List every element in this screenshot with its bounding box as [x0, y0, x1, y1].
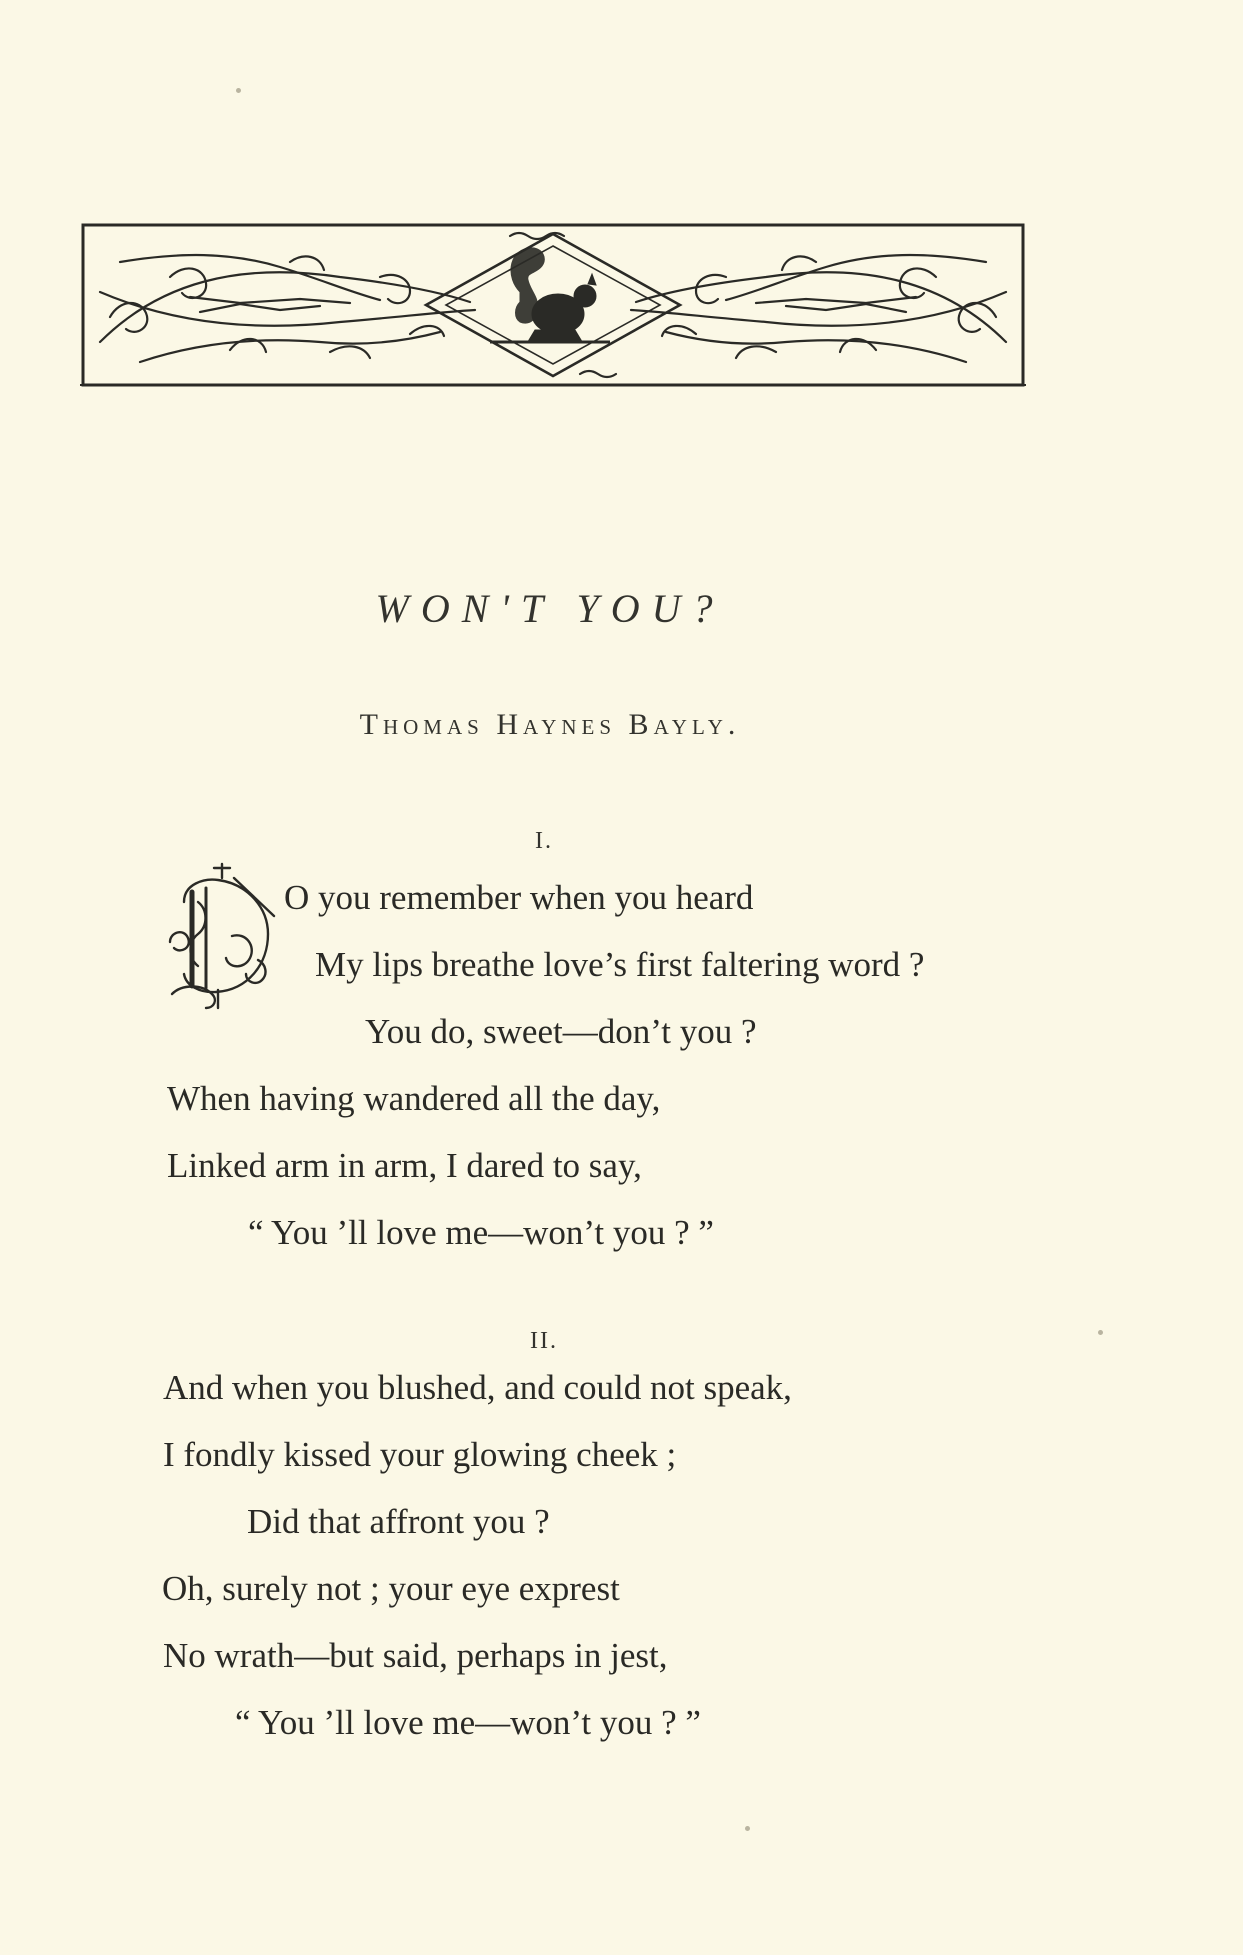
- stanza-2-line-5: No wrath—but said, perhaps in jest,: [163, 1636, 668, 1675]
- stanza-2-line-1: And when you blushed, and could not speak,: [163, 1368, 792, 1407]
- paper-speck: [236, 88, 241, 93]
- stanza-1-line-2: My lips breathe love’s first faltering word ?: [315, 945, 925, 984]
- poem-author: Thomas Haynes Bayly.: [359, 708, 741, 741]
- stanza-number-1: I.: [535, 828, 553, 854]
- stanza-1-line-3: You do, sweet—don’t you ?: [365, 1012, 757, 1051]
- stanza-1-line-5: Linked arm in arm, I dared to say,: [167, 1146, 642, 1185]
- stanza-2-line-4: Oh, surely not ; your eye exprest: [162, 1569, 620, 1608]
- stanza-1-line-6: “ You ’ll love me—won’t you ? ”: [248, 1213, 714, 1252]
- squirrel-icon: [490, 248, 610, 342]
- dropcap-d-ornament: [162, 862, 282, 1014]
- decorative-header-banner: [80, 222, 1026, 388]
- stanza-2-line-2: I fondly kissed your glowing cheek ;: [163, 1435, 677, 1474]
- stanza-1-line-1: O you remember when you heard: [284, 878, 754, 917]
- foliage-squirrel-ornament: [80, 222, 1026, 388]
- stanza-number-2: II.: [530, 1328, 558, 1354]
- stanza-2-line-3: Did that affront you ?: [247, 1502, 550, 1541]
- paper-speck: [1098, 1330, 1103, 1335]
- stanza-2-line-6: “ You ’ll love me—won’t you ? ”: [235, 1703, 701, 1742]
- stanza-1-line-4: When having wandered all the day,: [167, 1079, 661, 1118]
- poem-title: WON'T YOU?: [375, 586, 725, 631]
- paper-speck: [745, 1826, 750, 1831]
